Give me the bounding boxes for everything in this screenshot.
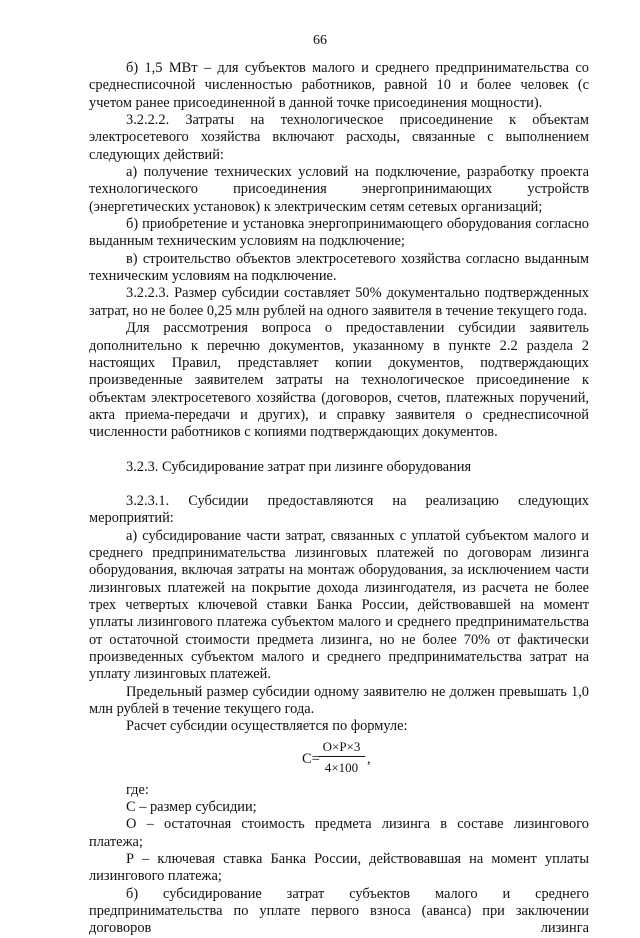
definition-c: С – размер субсидии; [126, 799, 257, 816]
paragraph-max-subsidy: Предельный размер субсидии одному заявителю не должен превышать 1,0 млн рублей в течение текущего года. [89, 683, 589, 718]
page-number: 66 [313, 33, 327, 48]
paragraph-power-limit: б) 1,5 МВт – для субъектов малого и среднего предпринимательства со среднесписочной численностью работников, равной 10 и более человек (с учетом ранее присоединенной в данной точке присоединения мощности). [89, 60, 589, 111]
paragraph-documents: Для рассмотрения вопроса о предоставлении субсидии заявитель дополнительно к перечню документов, указанному в пункте 2.2 раздела 2 настоящих Правил, представляет копии документов, подтверждающих произведенные заявителем затраты на технологическое присоединение к объектам электросетевого хозяйства (договоров, счетов, платежных поручений, акта приема-передачи и других), и справку заявителя о среднесписочной численности работников с копиями подтверждающих документов. [89, 320, 589, 441]
formula-fraction [318, 738, 365, 776]
definition-o: О – остаточная стоимость предмета лизинга в составе лизингового платежа; [89, 816, 589, 850]
list-item-a-technical-conditions: а) получение технических условий на подключение, разработку проекта технологического присоединения энергопринимающих устройств (энергетических установок) к электрическим сетям сетевых организаций; [89, 164, 589, 215]
spacer [89, 476, 589, 493]
formula-denominator: 4×100 [324, 759, 359, 775]
list-item-b-equipment: б) приобретение и установка энергопринимающего оборудования согласно выданным техническим условиям на подключение; [89, 216, 589, 250]
spacer [89, 442, 589, 459]
formula-lhs: С= [302, 750, 320, 767]
paragraph-formula-intro: Расчет субсидии осуществляется по формуле: [126, 718, 408, 735]
paragraph-3-2-2-2: 3.2.2.2. Затраты на технологическое присоединение к объектам электросетевого хозяйства включают расходы, связанные с выполнением следующих действий: [89, 112, 589, 163]
paragraph-3-2-3-1: 3.2.3.1. Субсидии предоставляются на реализацию следующих мероприятий: [89, 492, 589, 527]
list-item-v-construction: в) строительство объектов электросетевого хозяйства согласно выданным техническим условиям на подключение. [89, 250, 589, 285]
paragraph-3-2-2-3: 3.2.2.3. Размер субсидии составляет 50% документально подтвержденных затрат, но не более 0,25 млн рублей на одного заявителя в течение текущего года. [89, 285, 589, 319]
fraction-bar [318, 756, 365, 757]
section-heading-3-2-3: 3.2.3. Субсидирование затрат при лизинге оборудования [126, 458, 472, 475]
formula-trail: , [367, 750, 371, 767]
subsidy-formula [89, 736, 589, 782]
list-item-a-leasing-payments: а) субсидирование части затрат, связанных с уплатой субъектом малого и среднего предпринимательства лизинговых платежей по договорам лизинга оборудования, включая затраты на монтаж оборудования, за исключением части лизинговых платежей на покрытие дохода лизингодателя, из расчета не более трех четвертых ключевой ставки Банка России, действовавшей на момент уплаты лизингового платежа субъектом малого и среднего предпринимательства от остаточной стоимости предмета лизинга, но не более 70% от фактически произведенных субъектом малого и среднего предпринимательства затрат на уплату лизинговых платежей. [89, 527, 589, 683]
definition-p: Р – ключевая ставка Банка России, действовавшая на момент уплаты лизингового платежа; [89, 851, 589, 885]
formula-where: где: [126, 781, 149, 798]
document-body [89, 60, 589, 938]
formula-numerator: О×Р×3 [322, 738, 361, 754]
list-item-b-first-payment: б) субсидирование затрат субъектов малого и среднего предпринимательства по уплате первого взноса (аванса) при заключении договоров лизинга [89, 885, 589, 937]
